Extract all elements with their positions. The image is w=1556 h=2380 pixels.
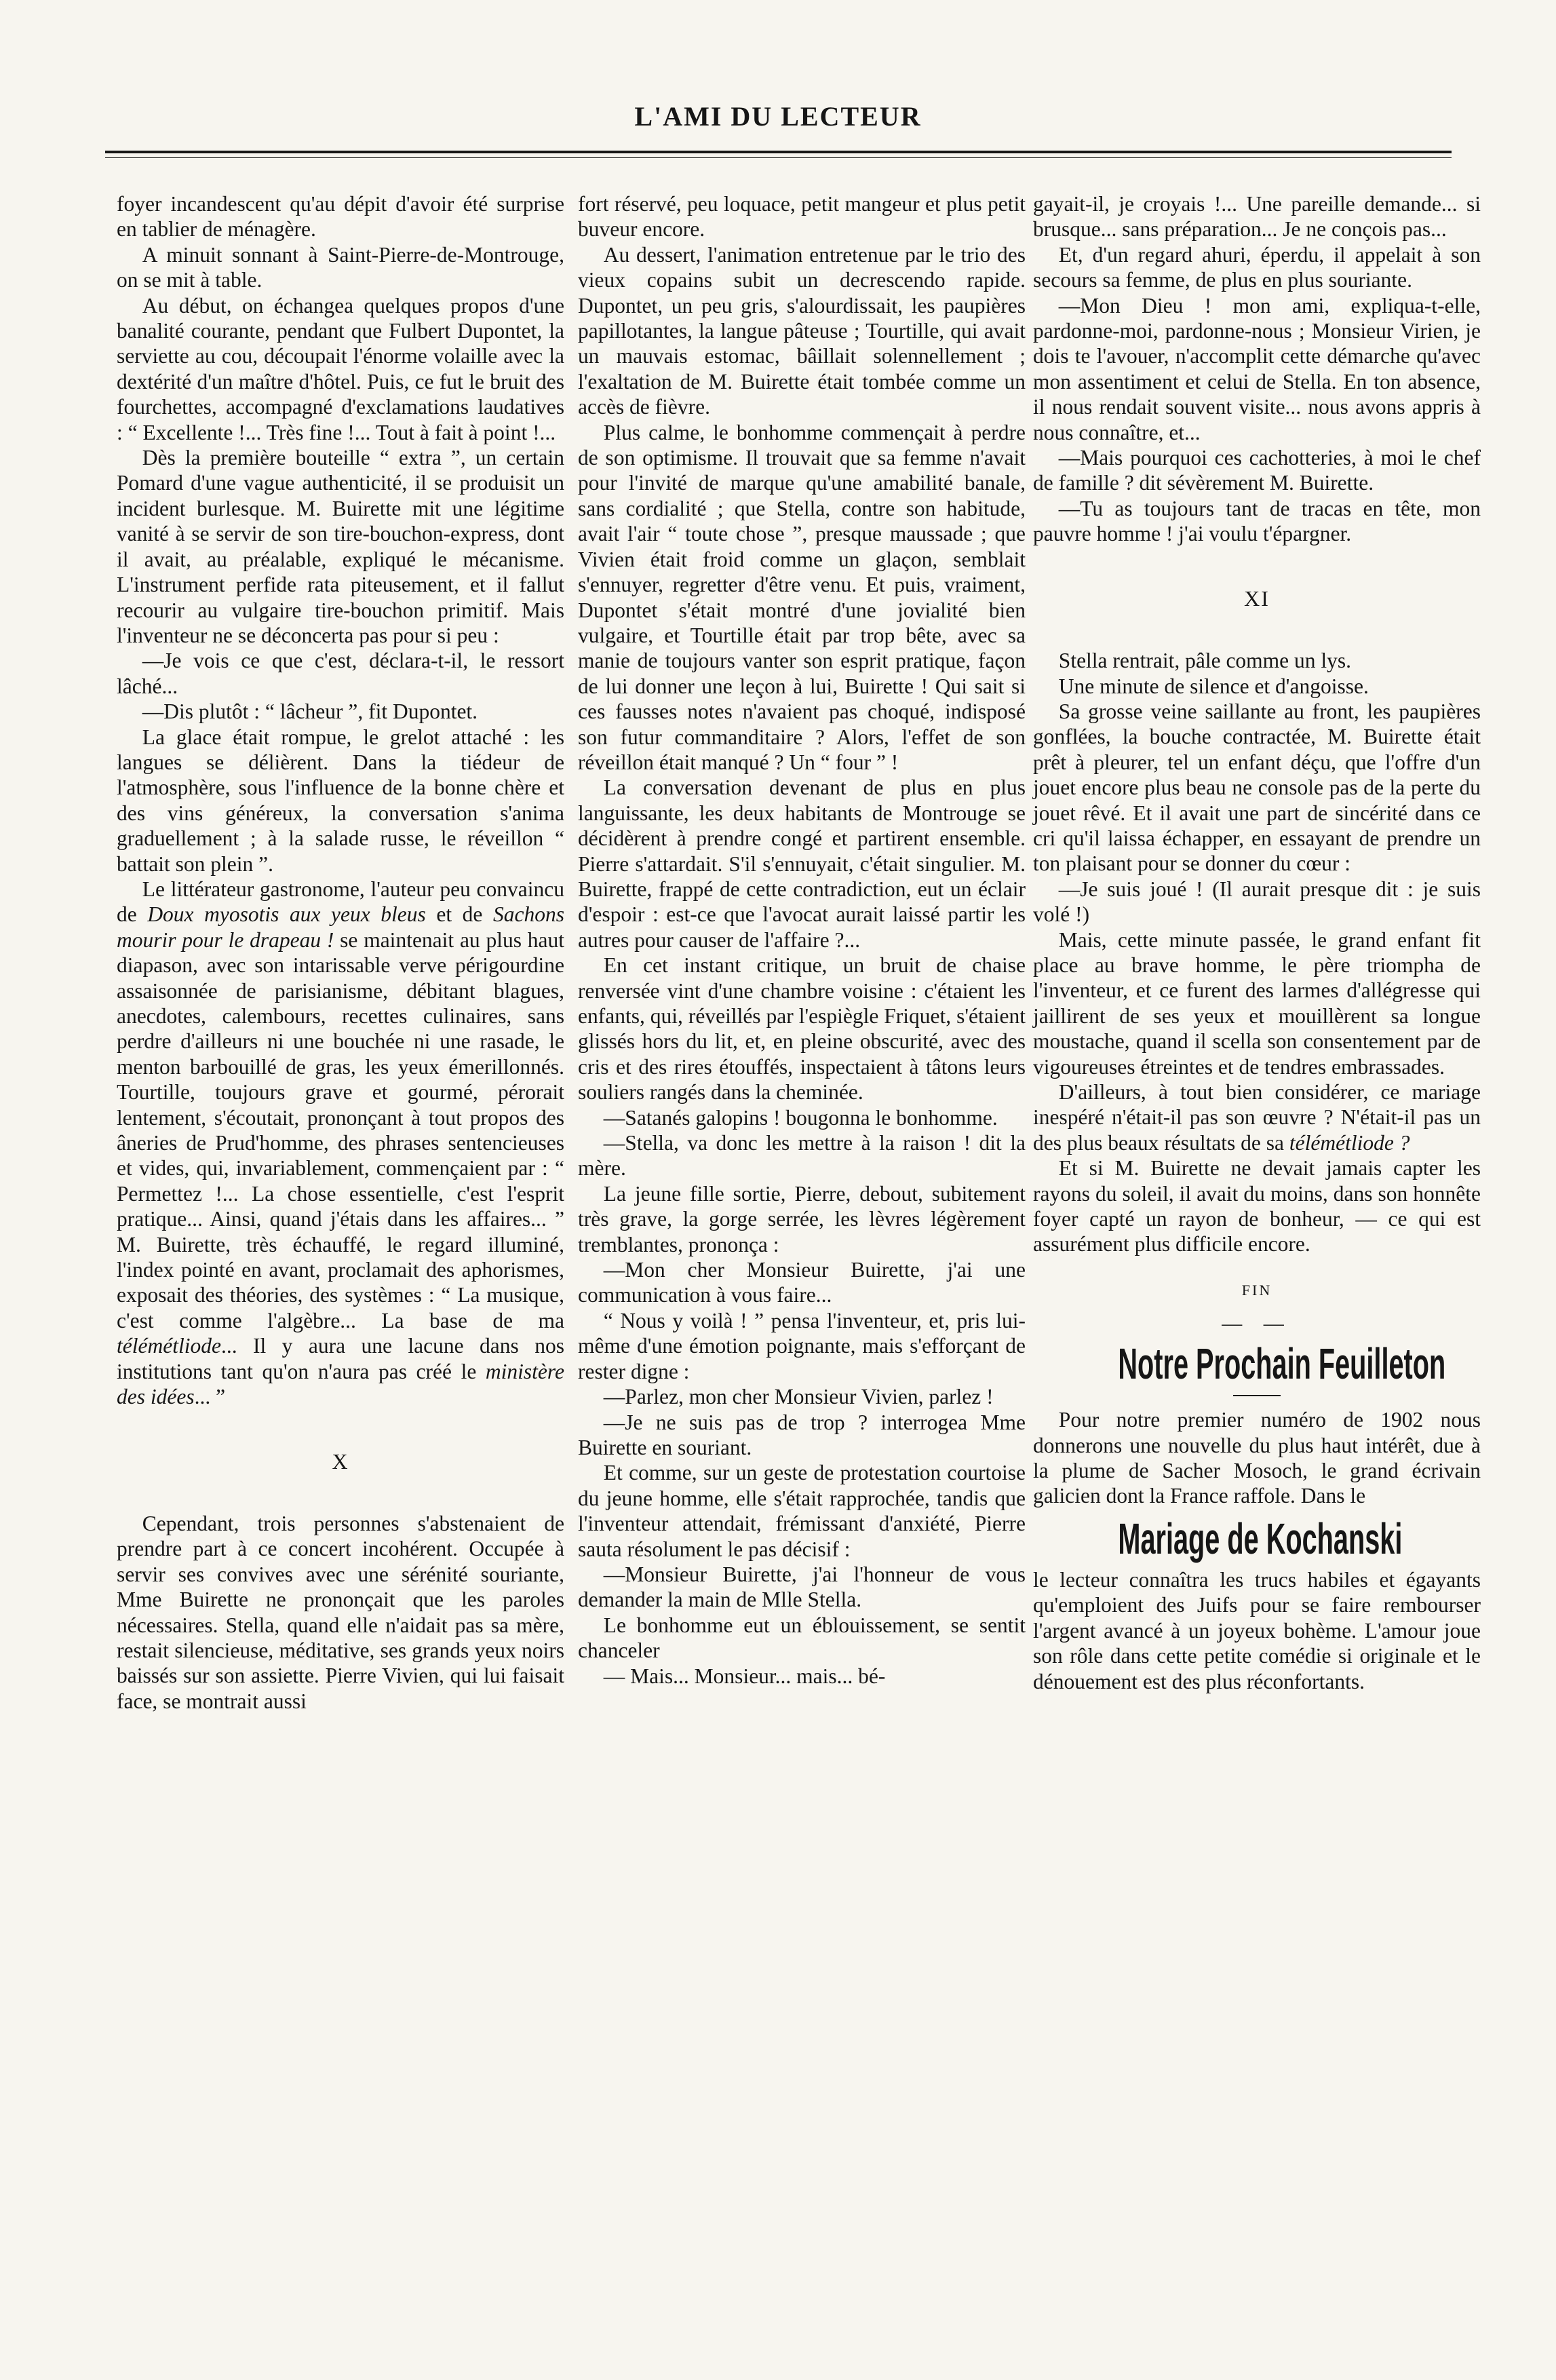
paragraph: —Mon cher Monsieur Buirette, j'ai une communication à vous faire... bbox=[578, 1258, 1026, 1307]
paragraph: Sa grosse veine saillante au front, les paupières gonflées, la bouche contractée, M. Buirette était prêt à pleurer, tel un enfant déçu, que l'offre d'un jouet encore plus beau ne console pas de la perte du jouet rêvé. Et il avait une part de sincérité dans ce cri qu'il laissa échapper, en essayant de prendre un ton plaisant pour se donner du cœur : bbox=[1033, 699, 1481, 876]
text-column-1 bbox=[117, 191, 564, 1714]
paragraph: Cependant, trois personnes s'abstenaient de prendre part à ce concert incohérent. Occupée à servir ses convives avec une sérénité souriante, Mme Buirette ne prononçait que les paroles nécessaires. Stella, quand elle n'aidait pas sa mère, restait silencieuse, méditative, ses grands yeux noirs baissés sur son assiette. Pierre Vivien, qui lui faisait face, se montrait aussi bbox=[117, 1511, 564, 1713]
emphasis: télémétliode bbox=[117, 1334, 221, 1358]
text-column-2 bbox=[578, 191, 1026, 1689]
paragraph: Une minute de silence et d'angoisse. bbox=[1058, 674, 1369, 698]
text-run: Le littérateur gastronome, l'auteur peu convaincu de bbox=[117, 877, 564, 927]
paragraph: Dès la première bouteille “ extra ”, un certain Pomard d'une vague authenticité, il se produisit un incident burlesque. M. Buirette mit une légitime vanité à se servir de son tire-bouchon-express, dont il avait, au préalable, expliqué le mécanisme. L'instrument perfide rata piteusement, et il fallut recourir au vulgaire tire-bouchon primitif. Mais l'inventeur ne se déconcerta pas pour si peu : bbox=[117, 446, 564, 647]
page-header: L'AMI DU LECTEUR bbox=[634, 101, 922, 132]
paragraph: —Tu as toujours tant de tracas en tête, mon pauvre homme ! j'ai voulu t'épargner. bbox=[1033, 496, 1481, 546]
paragraph: —Satanés galopins ! bougonna le bonhomme. bbox=[603, 1105, 998, 1130]
paragraph: “ Nous y voilà ! ” pensa l'inventeur, et, pris lui-même d'une émotion poignante, mais s'efforçant de rester digne : bbox=[578, 1308, 1026, 1383]
paragraph: Et, d'un regard ahuri, éperdu, il appelait à son secours sa femme, de plus en plus souriante. bbox=[1033, 242, 1481, 292]
text-run: D'ailleurs, à tout bien considérer, ce mariage inespéré n'était-il pas son œuvre ? N'était-il pas un des plus beaux résultats de sa bbox=[1033, 1080, 1481, 1155]
text-run: ... ” bbox=[194, 1385, 226, 1409]
header-rule-thick bbox=[105, 151, 1452, 153]
novel-title: Mariage de Kochanski bbox=[1118, 1514, 1403, 1563]
paragraph: Le bonhomme eut un éblouissement, se sentit chanceler bbox=[578, 1613, 1026, 1663]
book-title: Doux myosotis aux yeux bleus bbox=[147, 902, 426, 927]
paragraph: En cet instant critique, un bruit de chaise renversée vint d'une chambre voisine : c'étaient les enfants, qui, réveillés par l'espiègle Friquet, s'étaient glissés hors du lit, et, en pleine obscurité, avec des cris et des rires étouffés, inspectaient à tâtons leurs souliers rangés dans la cheminée. bbox=[578, 953, 1026, 1105]
emphasis: ministère des idées bbox=[117, 1359, 564, 1409]
paragraph: —Parlez, mon cher Monsieur Vivien, parlez ! bbox=[603, 1385, 994, 1409]
text-run: ... Il y aura une lacune dans nos institutions tant qu'on n'aura pas créé le bbox=[117, 1334, 564, 1383]
paragraph: Et si M. Buirette ne devait jamais capter les rayons du soleil, il avait du moins, dans son honnête foyer capté un rayon de bonheur, — ce qui est assurément plus difficile encore. bbox=[1033, 1156, 1481, 1256]
paragraph: foyer incandescent qu'au dépit d'avoir été surprise en tablier de ménagère. bbox=[117, 192, 564, 242]
book-title: Sachons mourir pour le drapeau ! bbox=[117, 902, 564, 952]
section-number: XI bbox=[1244, 586, 1270, 611]
header-rule-thin bbox=[105, 157, 1452, 158]
paragraph: Au dessert, l'animation entretenue par le trio des vieux copains subit un decrescendo rapide. Dupontet, un peu gris, s'alourdissait, les paupières papillotantes, la langue pâteuse ; Tourtille, qui avait un mauvais estomac, bâillait solennellement ; l'exaltation de M. Buirette était tombée comme un accès de fièvre. bbox=[578, 242, 1026, 419]
paragraph: Pour notre premier numéro de 1902 nous donnerons une nouvelle du plus haut intérêt, due à la plume de Sacher Mosoch, le grand écrivain galicien dont la France raffole. Dans le bbox=[1033, 1408, 1481, 1508]
feuilleton-heading: Notre Prochain Feuilleton bbox=[1118, 1339, 1446, 1389]
paragraph: —Je suis joué ! (Il aurait presque dit : je suis volé !) bbox=[1033, 877, 1481, 927]
paragraph: — Mais... Monsieur... mais... bé- bbox=[603, 1664, 886, 1688]
paragraph: —Dis plutôt : “ lâcheur ”, fit Dupontet. bbox=[142, 699, 478, 724]
paragraph: —Mais pourquoi ces cachotteries, à moi le chef de famille ? dit sévèrement M. Buirette. bbox=[1033, 446, 1481, 495]
paragraph: La conversation devenant de plus en plus languissante, les deux habitants de Montrouge se décidèrent à prendre congé et partirent ensemble. Pierre s'attardait. S'il s'ennuyait, c'était singulier. M. Buirette, frappé de cette contradiction, eut un éclair d'espoir : est-ce que l'avocat aurait laissé partir les autres pour causer de l'affaire ?... bbox=[578, 775, 1026, 952]
paragraph: —Stella, va donc les mettre à la raison ! dit la mère. bbox=[578, 1131, 1026, 1181]
paragraph: —Je vois ce que c'est, déclara-t-il, le ressort lâché... bbox=[117, 649, 564, 698]
paragraph: —Monsieur Buirette, j'ai l'honneur de vous demander la main de Mlle Stella. bbox=[578, 1562, 1026, 1612]
paragraph: Au début, on échangea quelques propos d'une banalité courante, pendant que Fulbert Dupontet, la serviette au cou, découpait l'énorme volaille avec la dextérité d'un maître d'hôtel. Puis, ce fut le bruit des fourchettes, accompagné d'exclamations laudatives : “ Excellente !... Très fine !... Tout à fait à point !... bbox=[117, 293, 564, 444]
paragraph: La glace était rompue, le grelot attaché : les langues se délièrent. Dans la tiédeur de l'atmosphère, sous l'influence de la bonne chère et des vins généreux, la conversation s'anima graduellement ; à la salade russe, le réveillon “ battait son plein ”. bbox=[117, 725, 564, 876]
paragraph: Plus calme, le bonhomme commençait à perdre de son optimisme. Il trouvait que sa femme n'avait pour l'invité de marque qu'une amabilité banale, sans cordialité ; que Stella, contre son habitude, avait l'air “ toute chose ”, presque maussade ; que Vivien était froid comme un glaçon, semblait s'ennuyer, regretter d'être venu. Et puis, vraiment, Dupontet s'était montré d'une jovialité bien vulgaire, et Tourtille était par trop bête, avec sa manie de toujours vanter son esprit pratique, façon de lui donner une leçon à lui, Buirette ! Qui sait si ces fausses notes n'avaient pas choqué, indisposé son futur commanditaire ? Alors, l'effet de son réveillon était manqué ? Un “ four ” ! bbox=[578, 420, 1026, 774]
paragraph: —Mon Dieu ! mon ami, expliqua-t-elle, pardonne-moi, pardonne-nous ; Monsieur Virien, je dois te l'avouer, n'accomplit cette démarche qu'avec mon assentiment et celui de Stella. En ton absence, il nous rendait souvent visite... nous avons appris à nous connaître, et... bbox=[1033, 293, 1481, 444]
paragraph bbox=[1033, 1079, 1481, 1155]
paragraph: gayait-il, je croyais !... Une pareille demande... si brusque... sans préparation... Je ne conçois pas... bbox=[1033, 192, 1481, 242]
paragraph: A minuit sonnant à Saint-Pierre-de-Montrouge, on se mit à table. bbox=[117, 242, 564, 292]
paragraph: Et comme, sur un geste de protestation courtoise du jeune homme, elle s'était rapprochée, tandis que l'inventeur attendait, frémissant d'anxiété, Pierre sauta résolument le pas décisif : bbox=[578, 1461, 1026, 1561]
paragraph bbox=[117, 877, 564, 1410]
paragraph: La jeune fille sortie, Pierre, debout, subitement très grave, la gorge serrée, les lèvres légèrement tremblantes, prononça : bbox=[578, 1181, 1026, 1256]
section-number: X bbox=[332, 1448, 349, 1474]
emphasis: télémétliode ? bbox=[1289, 1130, 1410, 1155]
text-run: se maintenait au plus haut diapason, avec son intarissable verve périgourdine assaisonnée de parisianisme, débitant blagues, anecdotes, calembours, recettes culinaires, sans perdre d'ailleurs ni une bouchée ni une rasade, le menton barbouillé de gras, les yeux émerillonnés. Tourtille, toujours grave et gourmé, pérorait lentement, s'écoutait, prononçant à tout propos des âneries de Prud'homme, des phrases sentencieuses et vides, qui, invariablement, commençaient par : “ Permettez !... La chose essentielle, c'est l'esprit pratique... Ainsi, quand j'étais dans les affaires... ” M. Buirette, très échauffé, le regard illuminé, l'index pointé en avant, proclamait des aphorismes, exposait des théories, des systèmes : “ La musique, c'est comme l'algèbre... La base de ma bbox=[117, 927, 564, 1332]
paragraph: Stella rentrait, pâle comme un lys. bbox=[1058, 649, 1352, 673]
fin-label: FIN bbox=[1241, 1281, 1272, 1299]
paragraph: —Je ne suis pas de trop ? interrogea Mme Buirette en souriant. bbox=[578, 1410, 1026, 1459]
text-column-3 bbox=[1033, 191, 1481, 1694]
paragraph: le lecteur connaîtra les trucs habiles et égayants qu'emploient des Juifs pour se faire rembourser l'argent avancé à un joyeux bohème. L'amour joue son rôle dans cette petite comédie si originale et le dénouement est des plus réconfortants. bbox=[1033, 1567, 1481, 1693]
text-run: et de bbox=[425, 902, 493, 927]
divider bbox=[1233, 1395, 1281, 1396]
separator-dashes: — — bbox=[1222, 1312, 1292, 1335]
paragraph: fort réservé, peu loquace, petit mangeur et plus petit buveur encore. bbox=[578, 192, 1026, 242]
paragraph: Mais, cette minute passée, le grand enfant fit place au brave homme, le père triompha de l'inventeur, et ce furent des larmes d'allégresse qui jaillirent de ses yeux et mouillèrent sa longue moustache, quand il scella son consentement par de vigoureuses étreintes et de tendres embrassades. bbox=[1033, 927, 1481, 1079]
